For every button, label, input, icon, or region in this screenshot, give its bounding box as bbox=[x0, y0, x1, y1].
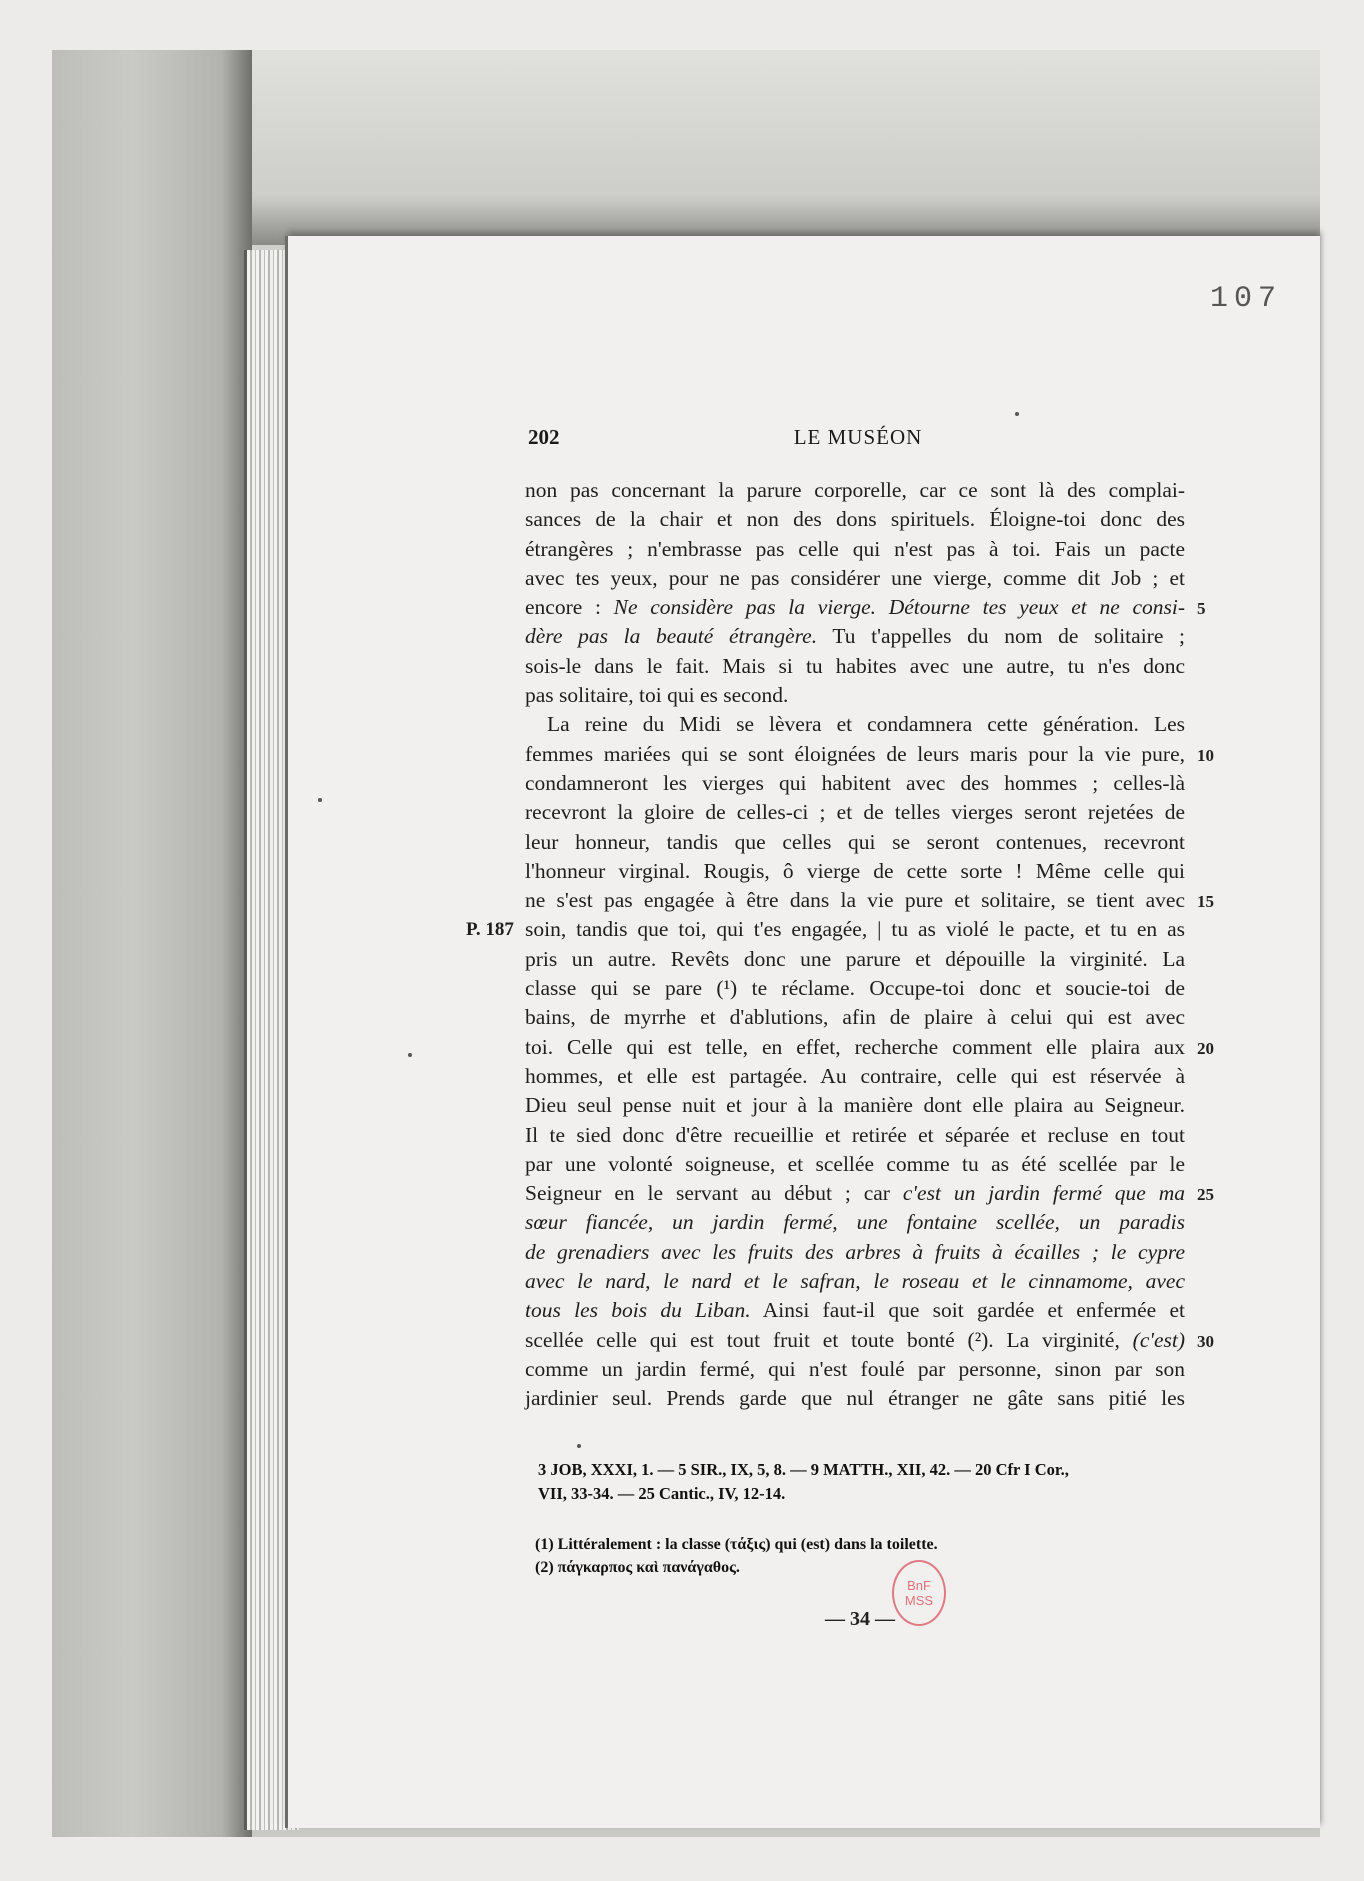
speck bbox=[408, 1053, 412, 1057]
footnote: (1) Littéralement : la classe (τάξις) qui (est) dans la toilette. bbox=[535, 1536, 938, 1553]
text-line bbox=[525, 798, 1185, 827]
text-line bbox=[525, 710, 1185, 739]
text-line bbox=[525, 1208, 1185, 1237]
text-line bbox=[525, 476, 1185, 505]
text-run: Dieu seul pense nuit et jour à la manière dont elle plaira au Seigneur. bbox=[525, 1093, 1185, 1118]
text-run: Seigneur en le servant au début ; car bbox=[525, 1181, 903, 1206]
italic-quote: (c'est) bbox=[1132, 1327, 1185, 1352]
text-run: soin, tandis que toi, qui t'es engagée, | tu as violé le pacte, et tu en as bbox=[525, 917, 1185, 942]
text-line bbox=[525, 1179, 1185, 1208]
text-line bbox=[525, 535, 1185, 564]
scripture-references bbox=[538, 1458, 1178, 1506]
text-line bbox=[525, 1091, 1185, 1120]
text-run: scellée celle qui est tout fruit et toute bonté (²). La virginité, bbox=[525, 1327, 1133, 1352]
speck bbox=[577, 1444, 581, 1448]
archive-page-number: 107 bbox=[1210, 282, 1283, 316]
text-run: ne s'est pas engagée à être dans la vie pure et solitaire, se tient avec bbox=[525, 888, 1185, 913]
text-run: pris un autre. Revêts donc une parure et dépouille la virginité. La bbox=[525, 946, 1185, 971]
line-number: 30 bbox=[1197, 1331, 1214, 1351]
text-run: femmes mariées qui se sont éloignées de leurs maris pour la vie pure, bbox=[525, 741, 1185, 766]
text-line bbox=[525, 1150, 1185, 1179]
margin-page-reference: P. 187 bbox=[466, 918, 514, 940]
header-page-number: 202 bbox=[528, 425, 560, 449]
text-run: encore : bbox=[525, 595, 614, 620]
journal-title: LE MUSÉON bbox=[793, 425, 923, 449]
text-run: La reine du Midi se lèvera et condamnera cette génération. Les bbox=[547, 712, 1185, 737]
text-line bbox=[525, 1003, 1185, 1032]
text-run: sois-le dans le fait. Mais si tu habites avec une autre, tu n'es donc bbox=[525, 653, 1185, 678]
text-line bbox=[525, 1384, 1185, 1413]
text-run: recevront la gloire de celles-ci ; et de telles vierges seront rejetées de bbox=[525, 800, 1185, 825]
text-run: avec tes yeux, pour ne pas considérer une vierge, comme dit Job ; et bbox=[525, 565, 1185, 590]
text-line bbox=[525, 1267, 1185, 1296]
footnotes bbox=[535, 1533, 1175, 1579]
line-number: 25 bbox=[1197, 1185, 1214, 1205]
italic-quote: dère pas la beauté étrangère. bbox=[525, 624, 818, 649]
text-run: étrangères ; n'embrasse pas celle qui n'est pas à toi. Fais un pacte bbox=[525, 536, 1185, 561]
stamp-line: BnF bbox=[907, 1578, 931, 1593]
text-run: toi. Celle qui est telle, en effet, recherche comment elle plaira aux bbox=[525, 1034, 1185, 1059]
text-run: l'honneur virginal. Rougis, ô vierge de cette sorte ! Même celle qui bbox=[525, 858, 1185, 883]
text-run: condamneront les vierges qui habitent avec des hommes ; celles-là bbox=[525, 770, 1185, 795]
text-line bbox=[525, 622, 1185, 651]
text-line bbox=[525, 564, 1185, 593]
line-number: 5 bbox=[1197, 599, 1206, 619]
line-number: 10 bbox=[1197, 745, 1214, 765]
text-line bbox=[525, 974, 1185, 1003]
text-run: Ainsi faut-il que soit gardée et enfermée et bbox=[750, 1298, 1185, 1323]
italic-quote: Ne considère pas la vierge. Détourne tes yeux et ne consi- bbox=[613, 595, 1185, 620]
photo-left-shadow bbox=[52, 50, 252, 1837]
line-number: 20 bbox=[1197, 1038, 1214, 1058]
text-line bbox=[525, 1033, 1185, 1062]
text-line bbox=[525, 505, 1185, 534]
stamp-line: MSS bbox=[904, 1593, 934, 1608]
text-line bbox=[525, 857, 1185, 886]
text-line bbox=[525, 652, 1185, 681]
text-line bbox=[525, 1238, 1185, 1267]
text-run: par une volonté soigneuse, et scellée comme tu as été scellée par le bbox=[525, 1151, 1185, 1176]
text-line bbox=[525, 1296, 1185, 1325]
text-run: classe qui se pare (¹) te réclame. Occupe-toi donc et soucie-toi de bbox=[525, 976, 1185, 1001]
running-header bbox=[528, 425, 1188, 455]
text-run: sances de la chair et non des dons spirituels. Éloigne-toi donc des bbox=[525, 507, 1185, 532]
text-run: hommes, et elle est partagée. Au contraire, celle qui est réservée à bbox=[525, 1063, 1185, 1088]
text-run: non pas concernant la parure corporelle, car ce sont là des complai- bbox=[525, 478, 1185, 502]
text-line bbox=[525, 828, 1185, 857]
italic-quote: c'est un jardin fermé que ma bbox=[902, 1181, 1186, 1206]
speck bbox=[318, 798, 322, 802]
body-text bbox=[525, 476, 1185, 1414]
text-line bbox=[525, 681, 1185, 710]
text-run: comme un jardin fermé, qui n'est foulé par personne, sinon par son bbox=[525, 1356, 1185, 1381]
footnote: (2) πάγκαρπος καὶ πανάγαθος. bbox=[535, 1559, 740, 1576]
italic-quote: de grenadiers avec les fruits des arbres à fruits à écailles ; le cypre bbox=[525, 1239, 1185, 1264]
text-line bbox=[525, 915, 1185, 944]
speck bbox=[1015, 412, 1019, 416]
italic-quote: avec le nard, le nard et le safran, le roseau et le cinnamome, avec bbox=[525, 1269, 1185, 1294]
text-run: pas solitaire, toi qui es second. bbox=[525, 683, 789, 708]
italic-quote: tous les bois du Liban. bbox=[525, 1298, 751, 1323]
text-line bbox=[525, 593, 1185, 622]
reference-line: VII, 33-34. — 25 Cantic., IV, 12-14. bbox=[538, 1484, 786, 1503]
text-line bbox=[525, 945, 1185, 974]
text-line bbox=[525, 886, 1185, 915]
text-line bbox=[525, 769, 1185, 798]
text-line bbox=[525, 1326, 1185, 1355]
text-line bbox=[525, 1355, 1185, 1384]
text-run: Il te sied donc d'être recueillie et retirée et séparée et recluse en tout bbox=[525, 1122, 1185, 1147]
text-run: jardinier seul. Prends garde que nul étranger ne gâte sans pitié les bbox=[525, 1386, 1185, 1411]
text-run: bains, de myrrhe et d'ablutions, afin de plaire à celui qui est avec bbox=[525, 1005, 1185, 1030]
text-line bbox=[525, 1062, 1185, 1091]
text-line bbox=[525, 740, 1185, 769]
text-line bbox=[525, 1121, 1185, 1150]
text-run: leur honneur, tandis que celles qui se seront contenues, recevront bbox=[525, 829, 1185, 854]
reference-line: 3 JOB, XXXI, 1. — 5 SIR., IX, 5, 8. — 9 MATTH., XII, 42. — 20 Cfr I Cor., bbox=[538, 1460, 1069, 1479]
page-footer-number: — 34 — bbox=[825, 1608, 895, 1630]
text-run: Tu t'appelles du nom de solitaire ; bbox=[817, 624, 1185, 649]
italic-quote: sœur fiancée, un jardin fermé, une fontaine scellée, un paradis bbox=[525, 1210, 1185, 1235]
line-number: 15 bbox=[1197, 892, 1214, 912]
